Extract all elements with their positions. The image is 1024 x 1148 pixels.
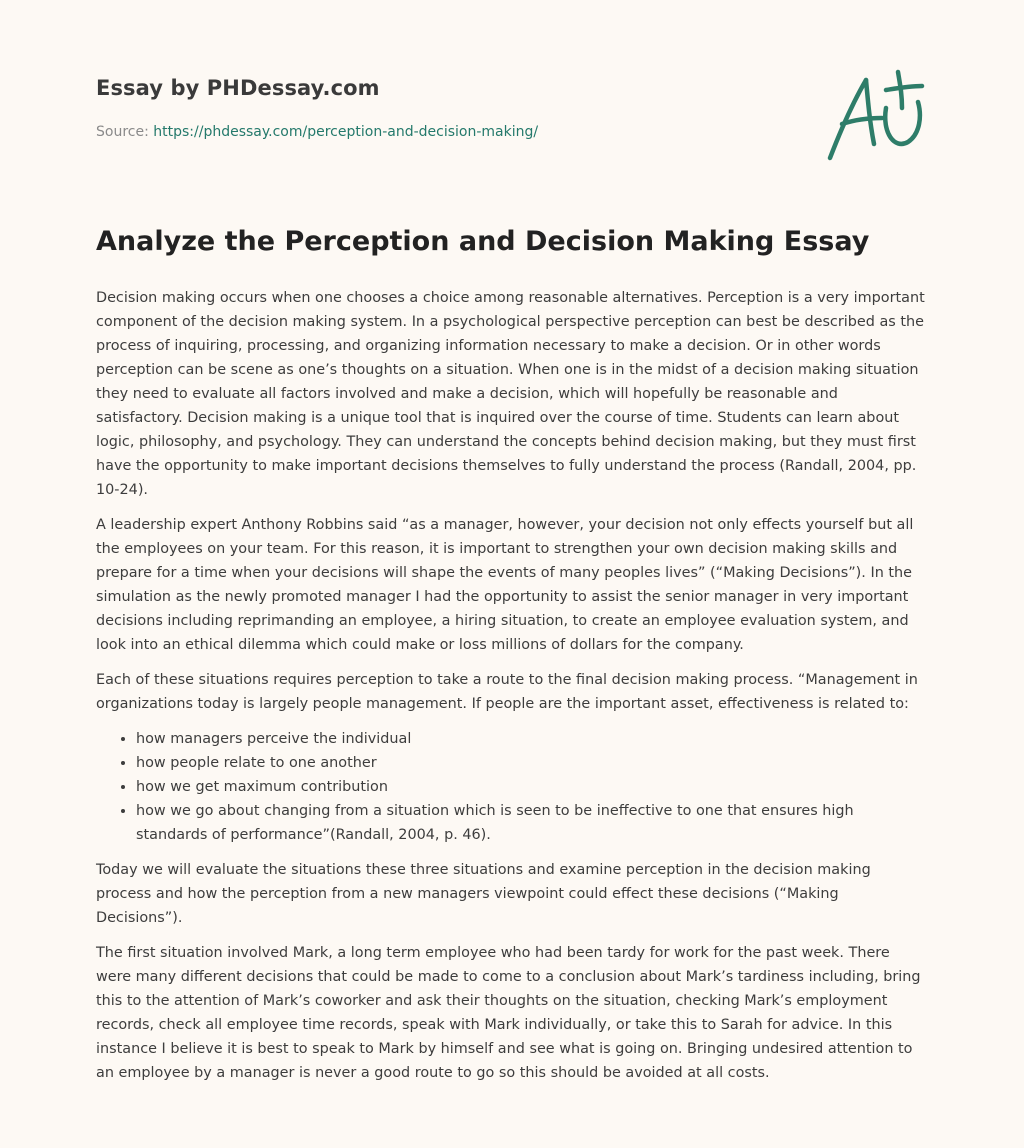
paragraph: Decision making occurs when one chooses a choice among reasonable alternatives. Perception is a very important component of the decision making system. In a psychological perspective perception can best be described as the process of inquiring, processing, and organizing information necessary to make a decision. Or in other words perception can be scene as one’s thoughts on a situation. When one is in the midst of a decision making situation they need to evaluate all factors involved and make a decision, which will hopefully be reasonable and satisfactory. Decision making is a unique tool that is inquired over the course of time. Students can learn about logic, philosophy, and psychology. They can understand the concepts behind decision making, but they must first have the opportunity to make important decisions themselves to fully understand the process (Randall, 2004, pp. 10-24). (96, 290, 925, 498)
essay-title: Analyze the Perception and Decision Making Essay (96, 226, 870, 257)
list-item: • how managers perceive the individual (136, 727, 928, 751)
paragraph: Today we will evaluate the situations these three situations and examine perception in the decision making process and how the perception from a new managers viewpoint could effect these decisions (“Making Decisions”). (96, 862, 871, 926)
source-link[interactable]: https://phdessay.com/perception-and-decision-making/ (153, 124, 539, 140)
a-plus-grade-icon (822, 66, 932, 166)
list-item: • how we get maximum contribution (136, 775, 928, 799)
source-label: Source: (96, 124, 154, 140)
source-line (96, 124, 538, 140)
list-item: • how people relate to one another (136, 751, 928, 775)
site-brand: Essay by PHDessay.com (96, 76, 380, 100)
bullet-list (96, 727, 928, 847)
paragraph: A leadership expert Anthony Robbins said “as a manager, however, your decision not only effects yourself but all the employees on your team. For this reason, it is important to strengthen your own decision making skills and prepare for a time when your decisions will shape the events of many peoples lives” (“Making Decisions”). In the simulation as the newly promoted manager I had the opportunity to assist the senior manager in very important decisions including reprimanding an employee, a hiring situation, to create an employee evaluation system, and look into an ethical dilemma which could make or loss millions of dollars for the company. (96, 517, 914, 653)
paragraph: Each of these situations requires perception to take a route to the final decision making process. “Management in organizations today is largely people management. If people are the important asset, effectiveness is related to: (96, 672, 918, 712)
list-item: • how we go about changing from a situation which is seen to be ineffective to one that ensures high standards of performance”(Randall, 2004, p. 46). (136, 799, 928, 847)
paragraph: The first situation involved Mark, a long term employee who had been tardy for work for the past week. There were many different decisions that could be made to come to a conclusion about Mark’s tardiness including, bring this to the attention of Mark’s coworker and ask their thoughts on the situation, checking Mark’s employment records, check all employee time records, speak with Mark individually, or take this to Sarah for advice. In this instance I believe it is best to speak to Mark by himself and see what is going on. Bringing undesired attention to an employee by a manager is never a good route to go so this should be avoided at all costs. (96, 945, 921, 1081)
essay-body (96, 286, 928, 1096)
